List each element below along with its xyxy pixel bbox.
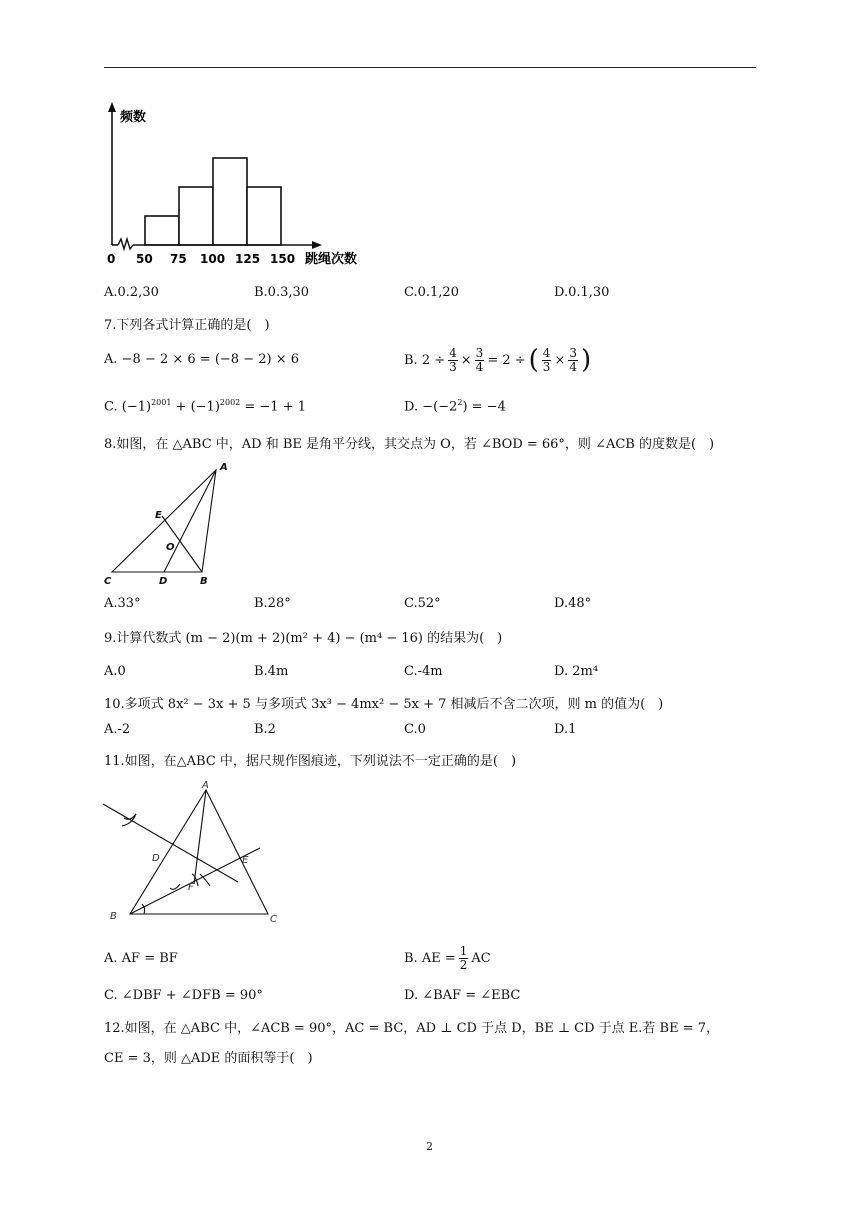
q7-stem: 7.下列各式计算正确的是( ) — [104, 318, 270, 333]
q12-stem-line-2: CE = 3，则 △ADE 的面积等于( ) — [104, 1051, 313, 1066]
q8-option-d: D.48° — [554, 596, 592, 611]
q6-option-a: A.0.2,30 — [104, 285, 159, 300]
q10-option-a: A.-2 — [104, 722, 131, 737]
q9-option-d: D. 2m⁴ — [554, 664, 599, 679]
q11-b-suffix: AC — [471, 950, 491, 966]
q11-label-a: A — [202, 780, 209, 791]
q11-label-f: F — [188, 882, 194, 893]
q7-option-a: A. −8 − 2 × 6 = (−8 − 2) × 6 — [104, 352, 299, 367]
histogram-bar-75-100 — [179, 187, 213, 245]
y-axis-arrow — [108, 102, 116, 112]
q7-option-d: D. $-(-2^2) = -4$ — [404, 398, 506, 415]
q7-b-fraction-3: $\frac{4}{3}$ — [542, 345, 551, 374]
q8-triangle-figure — [100, 458, 240, 590]
q11-b-fraction: $\frac{1}{2}$ — [459, 943, 468, 972]
q8-label-o: O — [166, 542, 175, 553]
q11-option-b — [404, 941, 491, 975]
x-tick-125: 125 — [235, 252, 261, 266]
q7-b-equals: = 2 ÷ — [487, 352, 526, 368]
q11-label-e: E — [242, 855, 249, 866]
y-axis-label: 频数 — [120, 110, 147, 125]
q8-stem: 8.如图，在 △ABC 中，AD 和 BE 是角平分线，其交点为 O，若 ∠BOD = 66°，则 ∠ACB 的度数是( ) — [104, 437, 715, 452]
histogram-bar-100-125 — [213, 158, 247, 245]
q12-stem-line-1: 12.如图，在 △ABC 中，∠ACB = 90°，AC = BC，AD ⊥ CD 于点 D，BE ⊥ CD 于点 E.若 BE = 7， — [104, 1021, 720, 1036]
q9-option-c: C.-4m — [404, 664, 443, 679]
q8-option-c: C.52° — [404, 596, 441, 611]
q7-b-times: × — [460, 352, 472, 368]
q7-b-prefix: B. 2 ÷ — [404, 352, 446, 368]
histogram-bar-125-150 — [247, 187, 281, 245]
q8-label-b: B — [200, 576, 208, 587]
q9-option-b: B.4m — [254, 664, 289, 679]
q9-stem: 9.计算代数式 (m − 2)(m + 2)(m² + 4) − (m⁴ − 16) 的结果为( ) — [104, 631, 503, 646]
x-axis-arrow — [312, 241, 322, 249]
q10-option-c: C.0 — [404, 722, 426, 737]
x-tick-0: 0 — [107, 252, 116, 266]
x-axis-label: 跳绳次数 — [305, 252, 358, 267]
q7-b-fraction-4: $\frac{3}{4}$ — [569, 345, 577, 374]
q11-stem: 11.如图，在△ABC 中，据尺规作图痕迹，下列说法不一定正确的是( ) — [104, 754, 517, 769]
q7-option-b — [404, 343, 591, 377]
histogram-bar-50-75 — [145, 216, 179, 245]
q7-option-c: C. $(-1)^{2001} + (-1)^{2002} = -1 + 1$ — [104, 398, 306, 415]
q7-b-times-2: × — [554, 352, 566, 368]
q8-label-a: A — [220, 462, 228, 473]
q7-b-fraction-2: $\frac{3}{4}$ — [475, 345, 484, 374]
q10-stem: 10.多项式 8x² − 3x + 5 与多项式 3x³ − 4mx² − 5x + 7 相减后不含二次项，则 m 的值为( ) — [104, 697, 664, 712]
q11-label-d: D — [152, 853, 160, 864]
q8-option-a: A.33° — [104, 596, 141, 611]
page-number: 2 — [426, 1140, 433, 1153]
x-tick-75: 75 — [170, 252, 187, 266]
q11-option-a: A. AF = BF — [104, 951, 178, 966]
q11-label-b: B — [110, 911, 117, 922]
q10-option-d: D.1 — [554, 722, 577, 737]
q11-construction-figure — [100, 778, 290, 928]
q9-option-a: A.0 — [104, 664, 126, 679]
frequency-histogram — [100, 100, 380, 272]
x-tick-100: 100 — [200, 252, 226, 266]
q7-b-fraction-1: $\frac{4}{3}$ — [449, 345, 457, 374]
q6-option-d: D.0.1,30 — [554, 285, 610, 300]
q8-option-b: B.28° — [254, 596, 291, 611]
x-tick-50: 50 — [136, 252, 153, 266]
header-rule — [104, 67, 756, 68]
x-tick-150: 150 — [270, 252, 296, 266]
q11-label-c: C — [270, 914, 277, 925]
q7-b-left-paren: ( — [528, 345, 539, 375]
q7-b-right-paren: ) — [580, 345, 592, 375]
q10-option-b: B.2 — [254, 722, 276, 737]
q6-option-c: C.0.1,20 — [404, 285, 459, 300]
q11-option-d: D. ∠BAF = ∠EBC — [404, 988, 521, 1003]
q8-label-c: C — [104, 576, 112, 587]
q8-label-e: E — [155, 510, 162, 521]
q11-b-prefix: B. AE = — [404, 950, 456, 966]
q6-option-b: B.0.3,30 — [254, 285, 310, 300]
q11-option-c: C. ∠DBF + ∠DFB = 90° — [104, 988, 263, 1003]
q8-label-d: D — [159, 576, 168, 587]
axis-break — [118, 239, 133, 249]
